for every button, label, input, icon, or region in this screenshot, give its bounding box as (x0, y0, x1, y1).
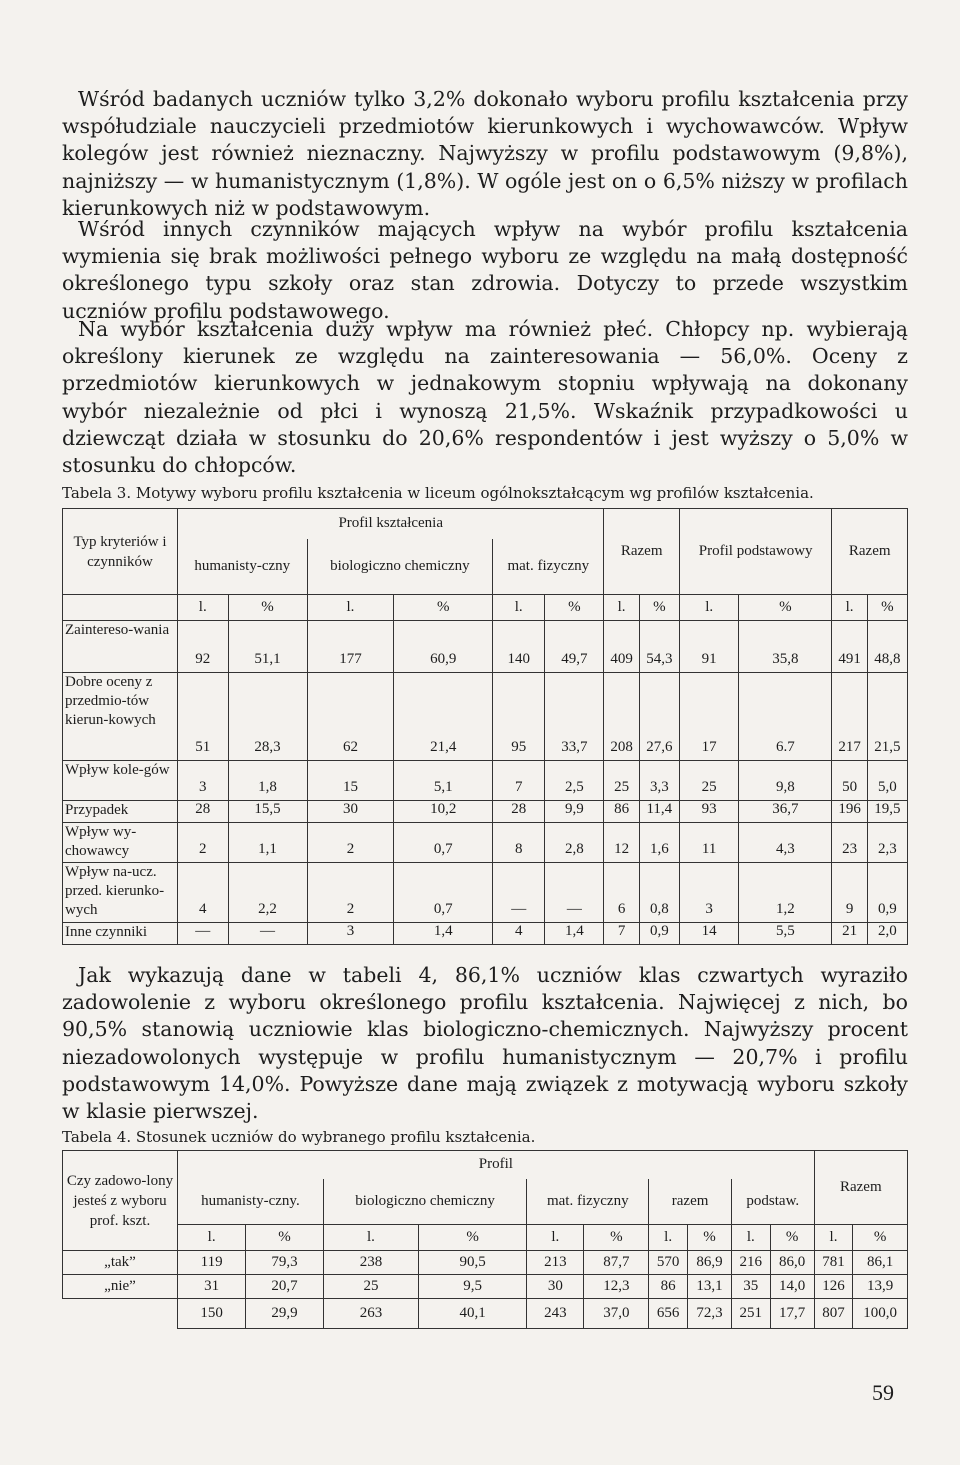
table3-cell: 196 (832, 801, 867, 823)
table3-cell: 9,9 (545, 801, 604, 823)
table3-cell: — (228, 923, 307, 945)
sub-l: l. (493, 595, 545, 621)
table3-cell: 95 (493, 673, 545, 761)
table3-row (63, 621, 908, 673)
table3-cell: 21,5 (867, 673, 907, 761)
paragraph-2-text: Wśród innych czynników mających wpływ na wybór profilu kształcenia wymienia się brak możliwości pełnego wyboru ze względu na małą dostępność określonego typu szkoły oraz stan zdrowia. Dotyczy to przede wszystkim uczniów profilu podstawowego. (62, 217, 908, 323)
table3-cell: 51,1 (228, 621, 307, 673)
table4-total-cell: 263 (323, 1299, 418, 1329)
table4-row-label: „nie” (63, 1275, 178, 1299)
table3-cell: 48,8 (867, 621, 907, 673)
table4-cell: 216 (731, 1251, 770, 1275)
table3-cell: 93 (679, 801, 739, 823)
table3-cell: 8 (493, 823, 545, 863)
table4-row-label: „tak” (63, 1251, 178, 1275)
table4-total-cell: 100,0 (853, 1299, 908, 1329)
sub-pct: % (545, 595, 604, 621)
sub-pct: % (584, 1225, 649, 1251)
table4-col-razem2: Razem (814, 1151, 907, 1225)
table4-total-cell: 251 (731, 1299, 770, 1329)
sub-l: l. (649, 1225, 688, 1251)
table3-cell: 12 (604, 823, 639, 863)
table3-cell: 208 (604, 673, 639, 761)
table3-cell: 0,9 (867, 863, 907, 923)
table3-cell: 28,3 (228, 673, 307, 761)
sub-l: l. (307, 595, 394, 621)
table3-cell: — (545, 863, 604, 923)
paragraph-1 (62, 86, 908, 222)
table3-cell: 9,8 (739, 761, 832, 801)
table3-cell: 54,3 (639, 621, 679, 673)
table4-cell: 213 (527, 1251, 584, 1275)
table3-cell: 2 (307, 823, 394, 863)
table4-row (63, 1251, 908, 1275)
table3-col-humanistyczny: humanisty-czny (178, 539, 308, 595)
sub-pct: % (419, 1225, 527, 1251)
table4-total-cell: 37,0 (584, 1299, 649, 1329)
table4-cell: 126 (814, 1275, 853, 1299)
table4-total-cell: 17,7 (770, 1299, 814, 1329)
table3-row-label: Wpływ wy-chowawcy (63, 823, 178, 863)
table3-col-matfiz: mat. fizyczny (493, 539, 604, 595)
table4-cell: 781 (814, 1251, 853, 1275)
table3-row (63, 761, 908, 801)
table3-cell: 15 (307, 761, 394, 801)
table3-cell: 4,3 (739, 823, 832, 863)
table3-cell: 86 (604, 801, 639, 823)
table3-row-label: Zaintereso-wania (63, 621, 178, 673)
table3-cell: 0,8 (639, 863, 679, 923)
table3-row (63, 801, 908, 823)
table3-caption: Tabela 3. Motywy wyboru profilu kształcenia w liceum ogólnokształcącym wg profilów kształcenia. (62, 484, 814, 502)
page-number: 59 (872, 1380, 894, 1405)
table3-row-label: Wpływ kole-gów (63, 761, 178, 801)
table4-total-row (63, 1299, 908, 1329)
table3-cell: 62 (307, 673, 394, 761)
paragraph-4-text: Jak wykazują dane w tabeli 4, 86,1% uczniów klas czwartych wyraziło zadowolenie z wyboru określonego profilu kształcenia. Najwięcej z nich, bo 90,5% stanowią uczniowie klas biologiczno-chemicznych. Najwyższy procent niezadowolonych występuje w profilu humanistycznym — 20,7% i profilu podstawowym 14,0%. Powyższe dane mają związek z motywacją wyboru szkoły w klasie pierwszej. (62, 963, 908, 1124)
table4-total-blank (63, 1299, 178, 1329)
table4-cell: 31 (178, 1275, 246, 1299)
table3-cell: — (493, 863, 545, 923)
table4-row (63, 1275, 908, 1299)
table3-cell: 51 (178, 673, 229, 761)
sub-pct: % (770, 1225, 814, 1251)
table3-cell: 4 (493, 923, 545, 945)
table3-subheader-row (63, 595, 908, 621)
table3-cell: 3,3 (639, 761, 679, 801)
table3-corner: Typ kryteriów i czynników (63, 509, 178, 595)
table3-cell: 409 (604, 621, 639, 673)
table3-cell: 21,4 (394, 673, 493, 761)
table3-cell: 1,4 (394, 923, 493, 945)
table4-cell: 87,7 (584, 1251, 649, 1275)
sub-l: l. (814, 1225, 853, 1251)
table3-cell: 17 (679, 673, 739, 761)
table3-cell: 3 (679, 863, 739, 923)
table4-cell: 14,0 (770, 1275, 814, 1299)
sub-l: l. (679, 595, 739, 621)
table4-total-cell: 656 (649, 1299, 688, 1329)
table4-cell: 13,9 (853, 1275, 908, 1299)
table3-cell: 60,9 (394, 621, 493, 673)
table4-total-cell: 29,9 (246, 1299, 324, 1329)
sub-l: l. (604, 595, 639, 621)
table4-cell: 20,7 (246, 1275, 324, 1299)
table3-cell: 15,5 (228, 801, 307, 823)
table3-cell: 140 (493, 621, 545, 673)
table3-cell: 3 (307, 923, 394, 945)
table4-cell: 13,1 (687, 1275, 731, 1299)
table3-cell: 2 (178, 823, 229, 863)
table3-cell: 0,7 (394, 863, 493, 923)
table4-cell: 90,5 (419, 1251, 527, 1275)
table4-col-biolchem: biologiczno chemiczny (323, 1179, 526, 1225)
table4-cell: 238 (323, 1251, 418, 1275)
table3-cell: 50 (832, 761, 867, 801)
table3-cell: 1,6 (639, 823, 679, 863)
table3-cell: 10,2 (394, 801, 493, 823)
table3-cell: 35,8 (739, 621, 832, 673)
table3-cell: 21 (832, 923, 867, 945)
table3 (62, 508, 908, 945)
table4-cell: 86 (649, 1275, 688, 1299)
table4-cell: 35 (731, 1275, 770, 1299)
table4-group-header: Profil (178, 1151, 815, 1179)
sub-l: l. (178, 1225, 246, 1251)
table4-subheader-row (63, 1225, 908, 1251)
table3-cell: 7 (604, 923, 639, 945)
table3-cell: 92 (178, 621, 229, 673)
sub-pct: % (853, 1225, 908, 1251)
table4-cell: 86,9 (687, 1251, 731, 1275)
table4-total-cell: 72,3 (687, 1299, 731, 1329)
table3-cell: 217 (832, 673, 867, 761)
sub-l: l. (731, 1225, 770, 1251)
table3-col-razem1: Razem (604, 509, 679, 595)
table3-row (63, 673, 908, 761)
table3-cell: 25 (604, 761, 639, 801)
paragraph-3-text: Na wybór kształcenia duży wpływ ma również płeć. Chłopcy np. wybierają określony kierunek ze względu na zainteresowania — 56,0%. Oceny z przedmiotów kierunkowych w jednakowym stopniu wpływają na dokonany wybór niezależnie od płci i wynoszą 21,5%. Wskaźnik przypadkowości u dziewcząt działa w stosunku do 20,6% respondentów i jest wyższy o 5,0% w stosunku do chłopców. (62, 317, 908, 478)
sub-pct: % (246, 1225, 324, 1251)
table3-cell: 5,5 (739, 923, 832, 945)
table3-cell: 11,4 (639, 801, 679, 823)
table3-row (63, 823, 908, 863)
table3-cell: 1,4 (545, 923, 604, 945)
table4-total-cell: 150 (178, 1299, 246, 1329)
table3-cell: 27,6 (639, 673, 679, 761)
table4-cell: 570 (649, 1251, 688, 1275)
table3-cell: 91 (679, 621, 739, 673)
table3-cell: 30 (307, 801, 394, 823)
table3-cell: 6.7 (739, 673, 832, 761)
sub-pct: % (687, 1225, 731, 1251)
table4-col-podstaw: podstaw. (731, 1179, 814, 1225)
table3-cell: 177 (307, 621, 394, 673)
table3-cell: 2 (307, 863, 394, 923)
table3-cell: 33,7 (545, 673, 604, 761)
table3-cell: 1,1 (228, 823, 307, 863)
paragraph-2 (62, 216, 908, 325)
table3-subheader-blank (63, 595, 178, 621)
table3-cell: 0,7 (394, 823, 493, 863)
table3-cell: 2,5 (545, 761, 604, 801)
sub-l: l. (832, 595, 867, 621)
table3-cell: 7 (493, 761, 545, 801)
table4-caption: Tabela 4. Stosunek uczniów do wybranego profilu kształcenia. (62, 1128, 536, 1146)
table3-cell: 11 (679, 823, 739, 863)
table3-cell: 1,2 (739, 863, 832, 923)
table4-corner: Czy zadowo-lony jesteś z wyboru prof. kszt. (63, 1151, 178, 1251)
table4-cell: 25 (323, 1275, 418, 1299)
table3-cell: 5,0 (867, 761, 907, 801)
table3-row-label: Wpływ na-ucz. przed. kierunko-wych (63, 863, 178, 923)
table3-col-razem2: Razem (832, 509, 908, 595)
table3-cell: 28 (178, 801, 229, 823)
table4-body (63, 1251, 908, 1329)
table4-col-matfiz: mat. fizyczny (527, 1179, 649, 1225)
table3-body (63, 621, 908, 945)
table3-row (63, 863, 908, 923)
table3-col-biolchem: biologiczno chemiczny (307, 539, 493, 595)
sub-pct: % (394, 595, 493, 621)
table4-cell: 9,5 (419, 1275, 527, 1299)
table3-cell: 2,2 (228, 863, 307, 923)
table3-col-podstawowy: Profil podstawowy (679, 509, 832, 595)
table3-cell: 23 (832, 823, 867, 863)
paragraph-3 (62, 316, 908, 479)
table4 (62, 1150, 908, 1329)
table3-cell: 491 (832, 621, 867, 673)
table3-cell: 0,9 (639, 923, 679, 945)
table3-group-header: Profil kształcenia (178, 509, 604, 539)
table3-row-label: Inne czynniki (63, 923, 178, 945)
sub-pct: % (739, 595, 832, 621)
table3-cell: 49,7 (545, 621, 604, 673)
paragraph-1-text: Wśród badanych uczniów tylko 3,2% dokonało wyboru profilu kształcenia przy współudziale nauczycieli przedmiotów kierunkowych i wychowawców. Wpływ kolegów jest również nieznaczny. Najwyższy w profilu podstawowym (9,8%), najniższy — w humanistycznym (1,8%). W ogóle jest on o 6,5% niższy w profilach kierunkowych niż w podstawowym. (62, 87, 908, 220)
sub-l: l. (323, 1225, 418, 1251)
table4-col-humanistyczny: humanisty-czny. (178, 1179, 324, 1225)
table4-col-razem1: razem (649, 1179, 732, 1225)
table3-row-label: Przypadek (63, 801, 178, 823)
table4-cell: 86,1 (853, 1251, 908, 1275)
table3-row-label: Dobre oceny z przedmio-tów kierun-kowych (63, 673, 178, 761)
table3-cell: 3 (178, 761, 229, 801)
paragraph-4 (62, 962, 908, 1125)
sub-pct: % (639, 595, 679, 621)
table4-cell: 12,3 (584, 1275, 649, 1299)
sub-l: l. (527, 1225, 584, 1251)
table3-cell: 6 (604, 863, 639, 923)
table3-cell: 9 (832, 863, 867, 923)
table4-cell: 79,3 (246, 1251, 324, 1275)
table3-cell: 25 (679, 761, 739, 801)
table3-cell: 5,1 (394, 761, 493, 801)
table4-cell: 119 (178, 1251, 246, 1275)
sub-pct: % (867, 595, 907, 621)
table4-total-cell: 40,1 (419, 1299, 527, 1329)
table4-cell: 86,0 (770, 1251, 814, 1275)
table3-cell: 2,3 (867, 823, 907, 863)
table3-cell: 1,8 (228, 761, 307, 801)
sub-pct: % (228, 595, 307, 621)
table3-row (63, 923, 908, 945)
table3-cell: 14 (679, 923, 739, 945)
sub-l: l. (178, 595, 229, 621)
table4-total-cell: 807 (814, 1299, 853, 1329)
table3-cell: 4 (178, 863, 229, 923)
table3-cell: 2,8 (545, 823, 604, 863)
table3-cell: — (178, 923, 229, 945)
table3-cell: 19,5 (867, 801, 907, 823)
table3-cell: 2,0 (867, 923, 907, 945)
table3-cell: 28 (493, 801, 545, 823)
table3-cell: 36,7 (739, 801, 832, 823)
table4-cell: 30 (527, 1275, 584, 1299)
table4-total-cell: 243 (527, 1299, 584, 1329)
